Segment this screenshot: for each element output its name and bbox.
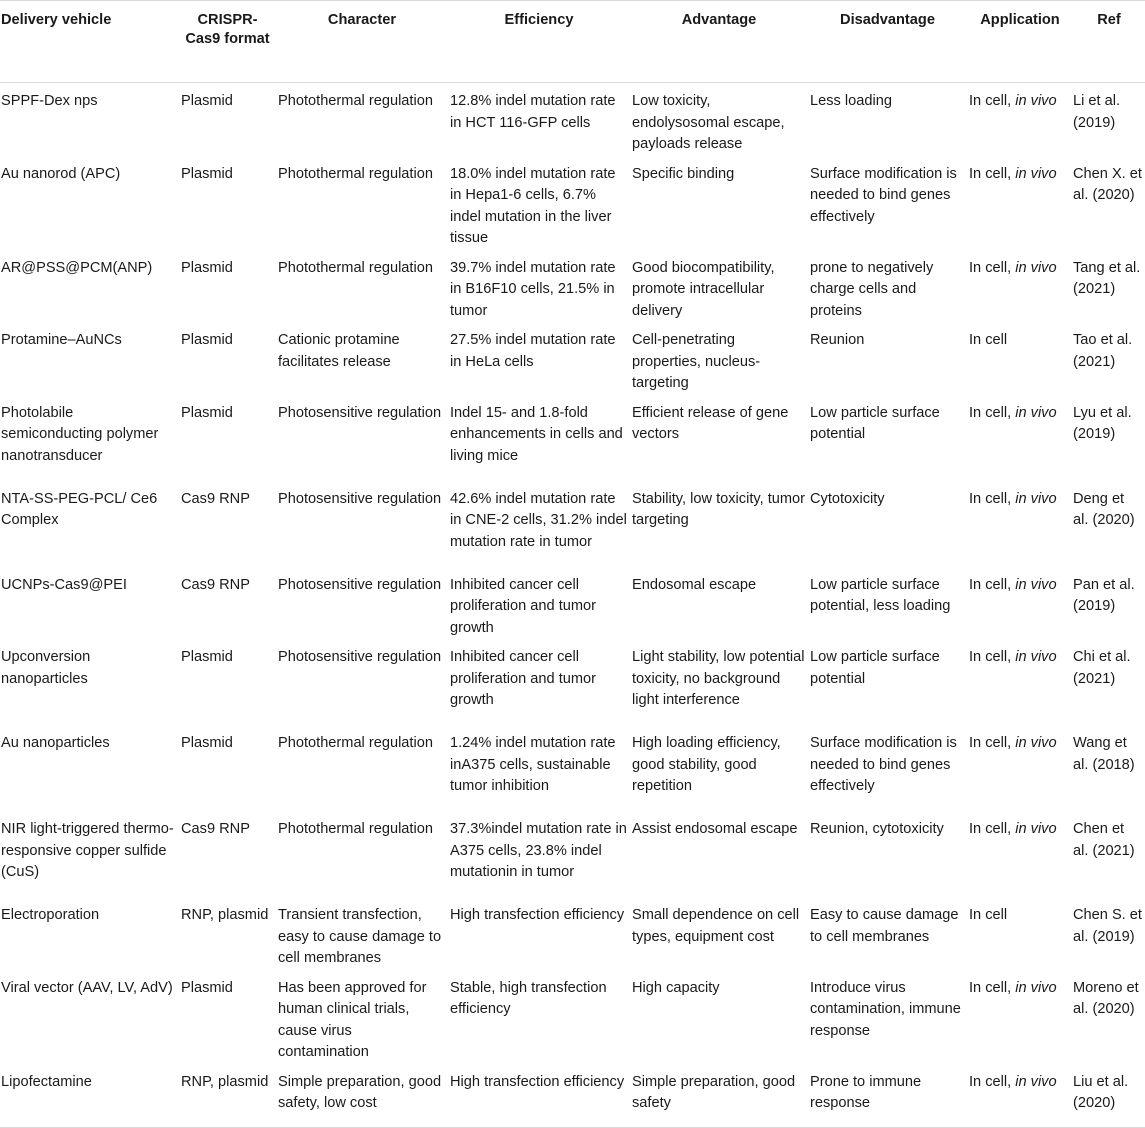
cell-application [967, 481, 1073, 567]
application-text: In cell [969, 907, 1008, 923]
table-row [0, 725, 1145, 811]
cell-delivery-vehicle: AR@PSS@PCM(ANP) [1, 259, 153, 276]
application-text: In cell, [969, 735, 1016, 751]
cell-crispr-format: Cas9 RNP [181, 490, 250, 507]
cell-crispr-format: RNP, plasmid [179, 1064, 276, 1128]
application-italic-text: in vivo [1015, 93, 1057, 109]
cell-advantage: Assist endosomal escape [632, 821, 798, 837]
table-row [0, 83, 1145, 156]
cell-crispr-format: Plasmid [181, 332, 233, 348]
cell-character: Photosensitive regulation [278, 490, 442, 507]
table-row [0, 811, 1145, 897]
cell-character: Photosensitive regulation [278, 649, 442, 665]
application-text: In cell, [969, 490, 1016, 507]
cell-crispr-format: Plasmid [181, 979, 233, 996]
cell-disadvantage: Low particle surface potential [810, 404, 940, 442]
cell-crispr-format: Plasmid [181, 93, 233, 109]
cell-disadvantage: Prone to immune response [808, 1064, 967, 1128]
application-italic-text: in vivo [1015, 576, 1057, 593]
cell-delivery-vehicle: SPPF-Dex nps [1, 93, 98, 109]
cell-ref: Chen et al. (2021) [1073, 821, 1135, 859]
cell-delivery-vehicle: Lipofectamine [0, 1064, 179, 1128]
cell-disadvantage: Reunion, cytotoxicity [810, 821, 944, 837]
table-row [0, 897, 1145, 970]
cell-delivery-vehicle: NIR light-triggered thermo-responsive copper sulfide (CuS) [1, 821, 174, 880]
cell-advantage: Endosomal escape [632, 576, 757, 593]
header-advantage: Advantage [630, 1, 808, 83]
table-row [0, 567, 1145, 640]
cell-crispr-format: RNP, plasmid [181, 907, 269, 923]
cell-advantage: Light stability, low potential toxicity, no background light interference [632, 649, 805, 708]
application-text: In cell, [969, 259, 1016, 276]
cell-advantage: Efficient release of gene vectors [632, 404, 789, 442]
cell-crispr-format: Cas9 RNP [181, 576, 250, 593]
cell-character: Photothermal regulation [278, 165, 433, 182]
cell-ref: Tao et al. (2021) [1073, 332, 1133, 370]
application-text: In cell, [969, 576, 1016, 593]
cell-efficiency: 1.24% indel mutation rate inA375 cells, sustainable tumor inhibition [450, 735, 616, 794]
cell-efficiency: 42.6% indel mutation rate in CNE-2 cells, 31.2% indel mutation rate in tumor [450, 490, 627, 550]
application-italic-text: in vivo [1015, 165, 1057, 182]
cell-application [967, 567, 1073, 640]
cell-delivery-vehicle: Electroporation [1, 907, 100, 923]
cell-application [967, 970, 1073, 1064]
table-row [0, 1064, 1145, 1128]
table-row [0, 250, 1145, 323]
cell-efficiency: Indel 15- and 1.8-fold enhancements in cells and living mice [450, 404, 623, 464]
cell-character: Photosensitive regulation [278, 404, 442, 421]
cell-delivery-vehicle: UCNPs-Cas9@PEI [1, 576, 127, 593]
table-row [0, 970, 1145, 1064]
cell-efficiency: 27.5% indel mutation rate in HeLa cells [450, 332, 616, 370]
cell-disadvantage: Less loading [810, 93, 892, 109]
cell-crispr-format: Cas9 RNP [181, 821, 250, 837]
header-ref: Ref [1073, 1, 1145, 83]
header-application: Application [967, 1, 1073, 83]
application-text: In cell, [969, 1073, 1016, 1090]
cell-character: Transient transfection, easy to cause damage to cell membranes [278, 907, 442, 966]
cell-application [967, 250, 1073, 323]
cell-crispr-format: Plasmid [181, 259, 233, 276]
cell-character: Simple preparation, good safety, low cost [276, 1064, 448, 1128]
header-character: Character [276, 1, 448, 83]
cell-disadvantage: Reunion [810, 332, 865, 348]
cell-advantage: Specific binding [632, 165, 735, 182]
cell-disadvantage: Easy to cause damage to cell membranes [810, 907, 959, 945]
cell-character: Has been approved for human clinical trials, cause virus contamination [278, 979, 427, 1060]
cell-character: Photothermal regulation [278, 735, 433, 751]
application-italic-text: in vivo [1015, 490, 1057, 507]
cell-ref: Lyu et al. (2019) [1073, 404, 1132, 442]
cell-ref: Moreno et al. (2020) [1073, 979, 1139, 1017]
cell-application [967, 811, 1073, 897]
cell-delivery-vehicle: Photolabile semiconducting polymer nanotransducer [1, 404, 159, 464]
cell-crispr-format: Plasmid [181, 735, 233, 751]
cell-ref: Tang et al. (2021) [1073, 259, 1141, 297]
application-text: In cell, [969, 93, 1016, 109]
table-row [0, 639, 1145, 725]
cell-application [967, 395, 1073, 481]
cell-character: Photothermal regulation [278, 93, 433, 109]
cell-efficiency: 12.8% indel mutation rate in HCT 116-GFP cells [450, 93, 616, 131]
cell-advantage: High capacity [632, 979, 720, 996]
cell-ref: Chen S. et al. (2019) [1073, 907, 1142, 945]
cell-advantage: Good biocompatibility, promote intracellular delivery [632, 259, 775, 319]
cell-character: Photothermal regulation [278, 821, 433, 837]
header-crispr-format: CRISPR-Cas9 format [179, 1, 276, 83]
application-italic-text: in vivo [1015, 649, 1057, 665]
application-italic-text: in vivo [1015, 404, 1057, 421]
cell-application [967, 639, 1073, 725]
cell-efficiency: 39.7% indel mutation rate in B16F10 cells, 21.5% in tumor [450, 259, 616, 319]
cell-application [967, 725, 1073, 811]
cell-efficiency: High transfection efficiency [448, 1064, 630, 1128]
cell-advantage: Cell-penetrating properties, nucleus-targeting [632, 332, 761, 391]
cell-delivery-vehicle: Au nanoparticles [1, 735, 110, 751]
application-italic-text: in vivo [1015, 735, 1057, 751]
cell-disadvantage: Surface modification is needed to bind genes effectively [810, 735, 957, 794]
cell-disadvantage: Surface modification is needed to bind genes effectively [810, 165, 957, 225]
cell-delivery-vehicle: Au nanorod (APC) [1, 165, 121, 182]
cell-application [967, 322, 1073, 395]
cell-application [967, 1064, 1073, 1128]
cell-advantage: Small dependence on cell types, equipment cost [632, 907, 800, 945]
application-text: In cell, [969, 404, 1016, 421]
application-text: In cell, [969, 821, 1016, 837]
header-disadvantage: Disadvantage [808, 1, 967, 83]
cell-character: Photosensitive regulation [278, 576, 442, 593]
cell-advantage: High loading efficiency, good stability, good repetition [632, 735, 781, 794]
cell-crispr-format: Plasmid [181, 649, 233, 665]
table-row [0, 481, 1145, 567]
cell-delivery-vehicle: Protamine–AuNCs [1, 332, 122, 348]
application-text: In cell [969, 332, 1008, 348]
cell-efficiency: 37.3%indel mutation rate in A375 cells, 23.8% indel mutationin in tumor [450, 821, 627, 880]
cell-efficiency: Inhibited cancer cell proliferation and tumor growth [450, 649, 597, 708]
cell-ref: Chen X. et al. (2020) [1073, 165, 1142, 203]
table-row [0, 322, 1145, 395]
application-italic-text: in vivo [1015, 979, 1057, 996]
cell-application [967, 897, 1073, 970]
header-row [0, 1, 1145, 83]
cell-disadvantage: Introduce virus contamination, immune response [810, 979, 961, 1039]
application-italic-text: in vivo [1015, 821, 1057, 837]
application-text: In cell, [969, 165, 1016, 182]
cell-character: Cationic protamine facilitates release [278, 332, 400, 370]
cell-disadvantage: Low particle surface potential, less loading [810, 576, 951, 614]
header-efficiency: Efficiency [448, 1, 630, 83]
header-delivery-vehicle: Delivery vehicle [0, 1, 179, 83]
application-italic-text: in vivo [1015, 259, 1057, 276]
cell-delivery-vehicle: NTA-SS-PEG-PCL/ Ce6 Complex [1, 490, 158, 528]
application-italic-text: in vivo [1015, 1073, 1057, 1090]
cell-crispr-format: Plasmid [181, 165, 233, 182]
cell-character: Photothermal regulation [278, 259, 433, 276]
cell-disadvantage: prone to negatively charge cells and proteins [810, 259, 934, 319]
cell-ref: Chi et al. (2021) [1073, 649, 1131, 687]
cell-disadvantage: Low particle surface potential [810, 649, 940, 687]
cell-ref: Pan et al. (2019) [1073, 576, 1135, 614]
cell-ref: Wang et al. (2018) [1073, 735, 1135, 773]
cell-delivery-vehicle: Upconversion nanoparticles [1, 649, 91, 687]
cell-efficiency: 18.0% indel mutation rate in Hepa1-6 cells, 6.7% indel mutation in the liver tissue [450, 165, 616, 246]
table-row [0, 395, 1145, 481]
application-text: In cell, [969, 979, 1016, 996]
cell-advantage: Stability, low toxicity, tumor targeting [632, 490, 806, 528]
table-row [0, 156, 1145, 250]
cell-efficiency: High transfection efficiency [450, 907, 625, 923]
cell-delivery-vehicle: Viral vector (AAV, LV, AdV) [1, 979, 173, 996]
cell-disadvantage: Cytotoxicity [810, 490, 885, 507]
cell-ref: Liu et al. (2020) [1073, 1064, 1145, 1128]
cell-efficiency: Inhibited cancer cell proliferation and tumor growth [450, 576, 597, 636]
cell-advantage: Simple preparation, good safety [630, 1064, 808, 1128]
application-text: In cell, [969, 649, 1016, 665]
cell-application [967, 156, 1073, 250]
cell-advantage: Low toxicity, endolysosomal escape, payloads release [632, 93, 785, 152]
cell-ref: Deng et al. (2020) [1073, 490, 1135, 528]
cell-crispr-format: Plasmid [181, 404, 233, 421]
cell-ref: Li et al. (2019) [1073, 93, 1121, 131]
cell-application [967, 83, 1073, 156]
table-body [0, 83, 1145, 1128]
cell-efficiency: Stable, high transfection efficiency [450, 979, 607, 1017]
